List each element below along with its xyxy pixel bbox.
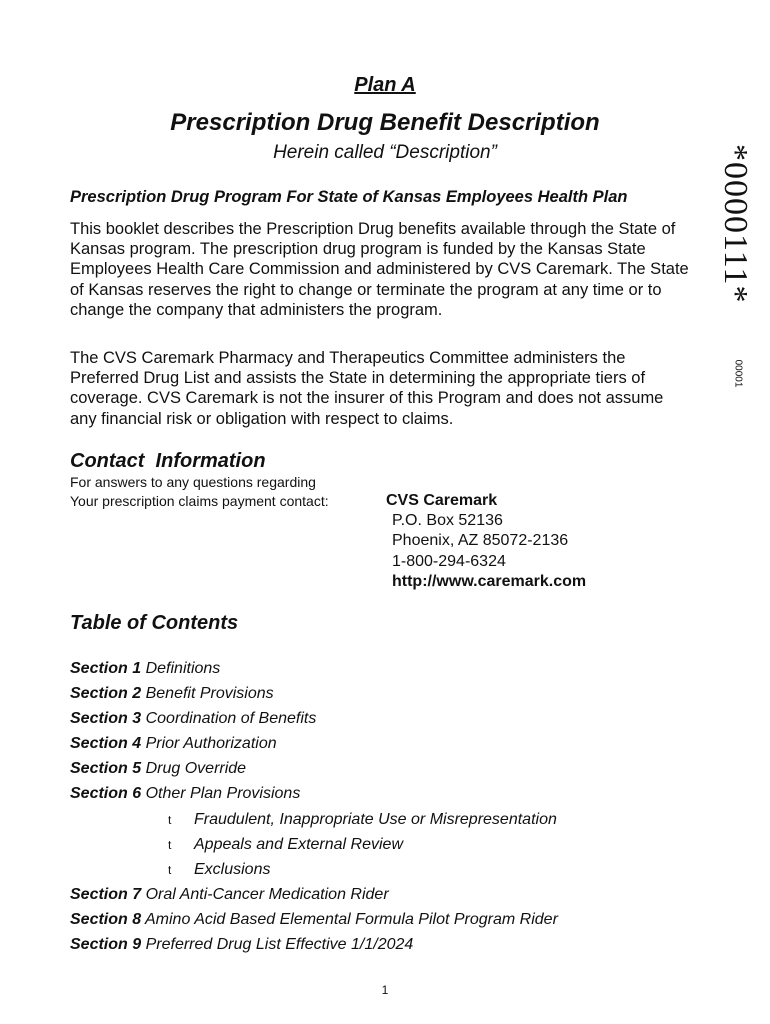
bullet-icon: t <box>168 837 172 852</box>
toc-section-number: Section 3 <box>70 710 142 728</box>
document-subtitle: Herein called “Description” <box>273 142 497 163</box>
toc-item-label: Fraudulent, Inappropriate Use or Misrepresentation <box>194 810 557 828</box>
toc-item <box>70 660 710 685</box>
toc-section-number: Section 2 <box>70 685 142 703</box>
program-heading: Prescription Drug Program For State of Kansas Employees Health Plan <box>70 188 628 206</box>
toc-item <box>70 911 710 936</box>
barcode-text: *0000111* <box>717 144 754 304</box>
toc-section-number: Section 8 <box>70 910 142 928</box>
toc-section-number: Section 6 <box>70 785 142 803</box>
toc-item-label: Benefit Provisions <box>145 685 274 703</box>
contact-heading: Contact Information <box>70 450 266 472</box>
toc-subitem <box>70 811 710 836</box>
document-title: Prescription Drug Benefit Description <box>170 109 600 136</box>
toc-item-label: Other Plan Provisions <box>145 785 301 803</box>
toc-section-number: Section 7 <box>70 885 142 903</box>
contact-city: Phoenix, AZ 85072-2136 <box>392 532 569 550</box>
page-number: 1 <box>381 983 389 997</box>
toc-item-label: Drug Override <box>145 760 247 778</box>
contact-intro-line: For answers to any questions regarding <box>70 474 316 490</box>
contact-address-block <box>386 491 586 592</box>
toc-item-label: Appeals and External Review <box>194 835 404 853</box>
toc-item <box>70 710 710 735</box>
toc-item <box>70 735 710 760</box>
plan-label: Plan A <box>354 74 416 96</box>
toc-section-number: Section 9 <box>70 936 142 954</box>
contact-url-link[interactable]: http://www.caremark.com <box>392 572 587 590</box>
contact-phone: 1-800-294-6324 <box>392 552 506 570</box>
toc-item-label: Coordination of Benefits <box>145 710 317 728</box>
toc-item-label: Oral Anti-Cancer Medication Rider <box>145 885 389 903</box>
toc-item-label: Definitions <box>145 660 221 677</box>
toc-heading: Table of Contents <box>70 612 239 634</box>
toc-item-label: Preferred Drug List Effective 1/1/2024 <box>145 936 414 954</box>
bullet-icon: t <box>168 862 172 877</box>
toc-section-number: Section 1 <box>70 660 142 677</box>
toc-item <box>70 685 710 710</box>
contact-po-box: P.O. Box 52136 <box>392 512 503 530</box>
toc-item <box>70 886 710 911</box>
intro-paragraph: This booklet describes the Prescription Drug benefits available through the State of Kansas program. The prescription drug program is funded by the Kansas State Employees Health Care Commission and administered by CVS Caremark. The State of Kansas reserves the right to change or terminate the program at any time or to change the company that administers the program. <box>70 220 689 319</box>
side-code: 00001 <box>732 359 744 388</box>
toc-section-number: Section 5 <box>70 760 142 778</box>
toc-item-label: Amino Acid Based Elemental Formula Pilot Program Rider <box>145 910 558 928</box>
toc-subitem <box>70 836 710 861</box>
toc-section-number: Section 4 <box>70 735 142 753</box>
contact-label-line: Your prescription claims payment contact: <box>70 493 329 509</box>
toc-item <box>70 785 710 810</box>
toc-item-label: Prior Authorization <box>145 735 277 753</box>
toc-subitem <box>70 861 710 886</box>
table-of-contents <box>70 660 710 961</box>
toc-item-label: Exclusions <box>194 860 271 878</box>
contact-company: CVS Caremark <box>386 492 498 509</box>
bullet-icon: t <box>168 812 172 827</box>
committee-paragraph: The CVS Caremark Pharmacy and Therapeutics Committee administers the Preferred Drug List and assists the State in determining the appropriate tiers of coverage. CVS Caremark is not the insurer of this Program and does not assume any financial risk or obligation with respect to claims. <box>70 349 664 428</box>
toc-item <box>70 760 710 785</box>
toc-item <box>70 936 710 961</box>
